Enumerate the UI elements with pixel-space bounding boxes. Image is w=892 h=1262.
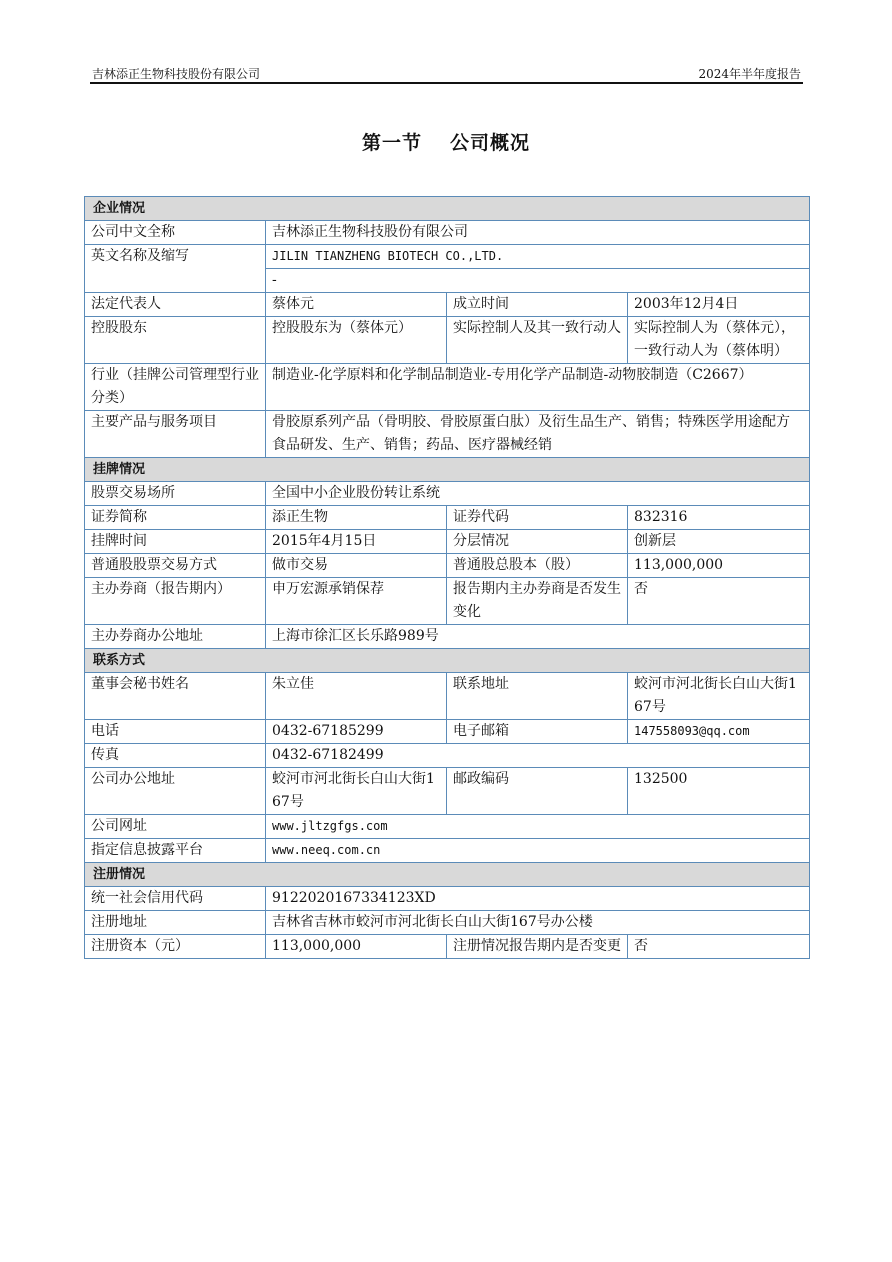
cell-label: 成立时间 [447, 293, 628, 317]
section-title [0, 128, 892, 155]
cell-value: 朱立佳 [266, 673, 447, 720]
section-number: 第一节 [361, 132, 422, 154]
cell-value: www.jltzgfgs.com [266, 815, 810, 839]
group-row-enterprise [85, 197, 810, 221]
cell-value: 制造业-化学原料和化学制品制造业-专用化学产品制造-动物胶制造（C2667） [266, 364, 810, 411]
cell-label: 统一社会信用代码 [85, 887, 266, 911]
table-row [85, 245, 810, 269]
cell-label: 传真 [85, 744, 266, 768]
header-company: 吉林添正生物科技股份有限公司 [92, 67, 261, 81]
cell-label: 普通股总股本（股） [447, 554, 628, 578]
cell-label: 挂牌时间 [85, 530, 266, 554]
cell-value: 蛟河市河北街长白山大街167号 [266, 768, 447, 815]
cell-value: 全国中小企业股份转让系统 [266, 482, 810, 506]
cell-value: 132500 [628, 768, 810, 815]
cell-label: 证券代码 [447, 506, 628, 530]
group-heading-registration: 注册情况 [85, 863, 810, 887]
table-row [85, 744, 810, 768]
table-row [85, 482, 810, 506]
cell-value: 9122020167334123XD [266, 887, 810, 911]
cell-label: 股票交易场所 [85, 482, 266, 506]
cell-value: 蛟河市河北街长白山大街167号 [628, 673, 810, 720]
table-row [85, 411, 810, 458]
table-row [85, 768, 810, 815]
cell-value: 蔡体元 [266, 293, 447, 317]
cell-label: 普通股股票交易方式 [85, 554, 266, 578]
cell-label: 分层情况 [447, 530, 628, 554]
table-row [85, 673, 810, 720]
cell-value: 832316 [628, 506, 810, 530]
cell-value: 2003年12月4日 [628, 293, 810, 317]
company-info-table [84, 196, 810, 959]
cell-label: 公司中文全称 [85, 221, 266, 245]
group-heading-enterprise: 企业情况 [85, 197, 810, 221]
group-row-listing [85, 458, 810, 482]
cell-value: 0432-67185299 [266, 720, 447, 744]
cell-value: JILIN TIANZHENG BIOTECH CO.,LTD. [266, 245, 810, 269]
cell-label: 电话 [85, 720, 266, 744]
cell-label: 注册情况报告期内是否变更 [447, 935, 628, 959]
cell-value: 控股股东为（蔡体元） [266, 317, 447, 364]
cell-value: 0432-67182499 [266, 744, 810, 768]
cell-value: - [266, 269, 810, 293]
cell-value: 骨胶原系列产品（骨明胶、骨胶原蛋白肽）及衍生品生产、销售；特殊医学用途配方食品研发、生产、销售；药品、医疗器械经销 [266, 411, 810, 458]
cell-label: 联系地址 [447, 673, 628, 720]
cell-value: 做市交易 [266, 554, 447, 578]
group-row-contact [85, 649, 810, 673]
table-row [85, 293, 810, 317]
cell-value: 吉林省吉林市蛟河市河北街长白山大街167号办公楼 [266, 911, 810, 935]
cell-label: 指定信息披露平台 [85, 839, 266, 863]
table-row [85, 506, 810, 530]
cell-value: 实际控制人为（蔡体元），一致行动人为（蔡体明） [628, 317, 810, 364]
cell-label: 行业（挂牌公司管理型行业分类） [85, 364, 266, 411]
table-row [85, 935, 810, 959]
cell-label: 主要产品与服务项目 [85, 411, 266, 458]
cell-label: 英文名称及缩写 [85, 245, 266, 293]
table-row [85, 221, 810, 245]
cell-value: 上海市徐汇区长乐路989号 [266, 625, 810, 649]
table-row [85, 530, 810, 554]
table-row [85, 317, 810, 364]
cell-label: 报告期内主办券商是否发生变化 [447, 578, 628, 625]
cell-label: 法定代表人 [85, 293, 266, 317]
group-row-registration [85, 863, 810, 887]
table-row [85, 815, 810, 839]
cell-label: 公司办公地址 [85, 768, 266, 815]
cell-value: www.neeq.com.cn [266, 839, 810, 863]
cell-value: 否 [628, 935, 810, 959]
cell-label: 邮政编码 [447, 768, 628, 815]
cell-label: 注册资本（元） [85, 935, 266, 959]
table-row [85, 578, 810, 625]
group-heading-listing: 挂牌情况 [85, 458, 810, 482]
cell-value: 113,000,000 [266, 935, 447, 959]
cell-label: 公司网址 [85, 815, 266, 839]
section-name: 公司概况 [450, 132, 531, 154]
table-row [85, 839, 810, 863]
cell-value: 147558093@qq.com [628, 720, 810, 744]
table-row [85, 364, 810, 411]
cell-value: 申万宏源承销保荐 [266, 578, 447, 625]
cell-label: 控股股东 [85, 317, 266, 364]
cell-value: 创新层 [628, 530, 810, 554]
cell-label: 主办券商办公地址 [85, 625, 266, 649]
table-row [85, 887, 810, 911]
cell-label: 电子邮箱 [447, 720, 628, 744]
cell-label: 董事会秘书姓名 [85, 673, 266, 720]
cell-value: 否 [628, 578, 810, 625]
cell-label: 证券简称 [85, 506, 266, 530]
cell-value: 吉林添正生物科技股份有限公司 [266, 221, 810, 245]
cell-value: 添正生物 [266, 506, 447, 530]
table-row [85, 720, 810, 744]
cell-label: 注册地址 [85, 911, 266, 935]
cell-value: 2015年4月15日 [266, 530, 447, 554]
cell-label: 主办券商（报告期内） [85, 578, 266, 625]
page-header [90, 62, 803, 84]
group-heading-contact: 联系方式 [85, 649, 810, 673]
cell-label: 实际控制人及其一致行动人 [447, 317, 628, 364]
table-row [85, 911, 810, 935]
table-row [85, 554, 810, 578]
table-row [85, 625, 810, 649]
header-report-title: 2024年半年度报告 [698, 67, 801, 81]
cell-value: 113,000,000 [628, 554, 810, 578]
